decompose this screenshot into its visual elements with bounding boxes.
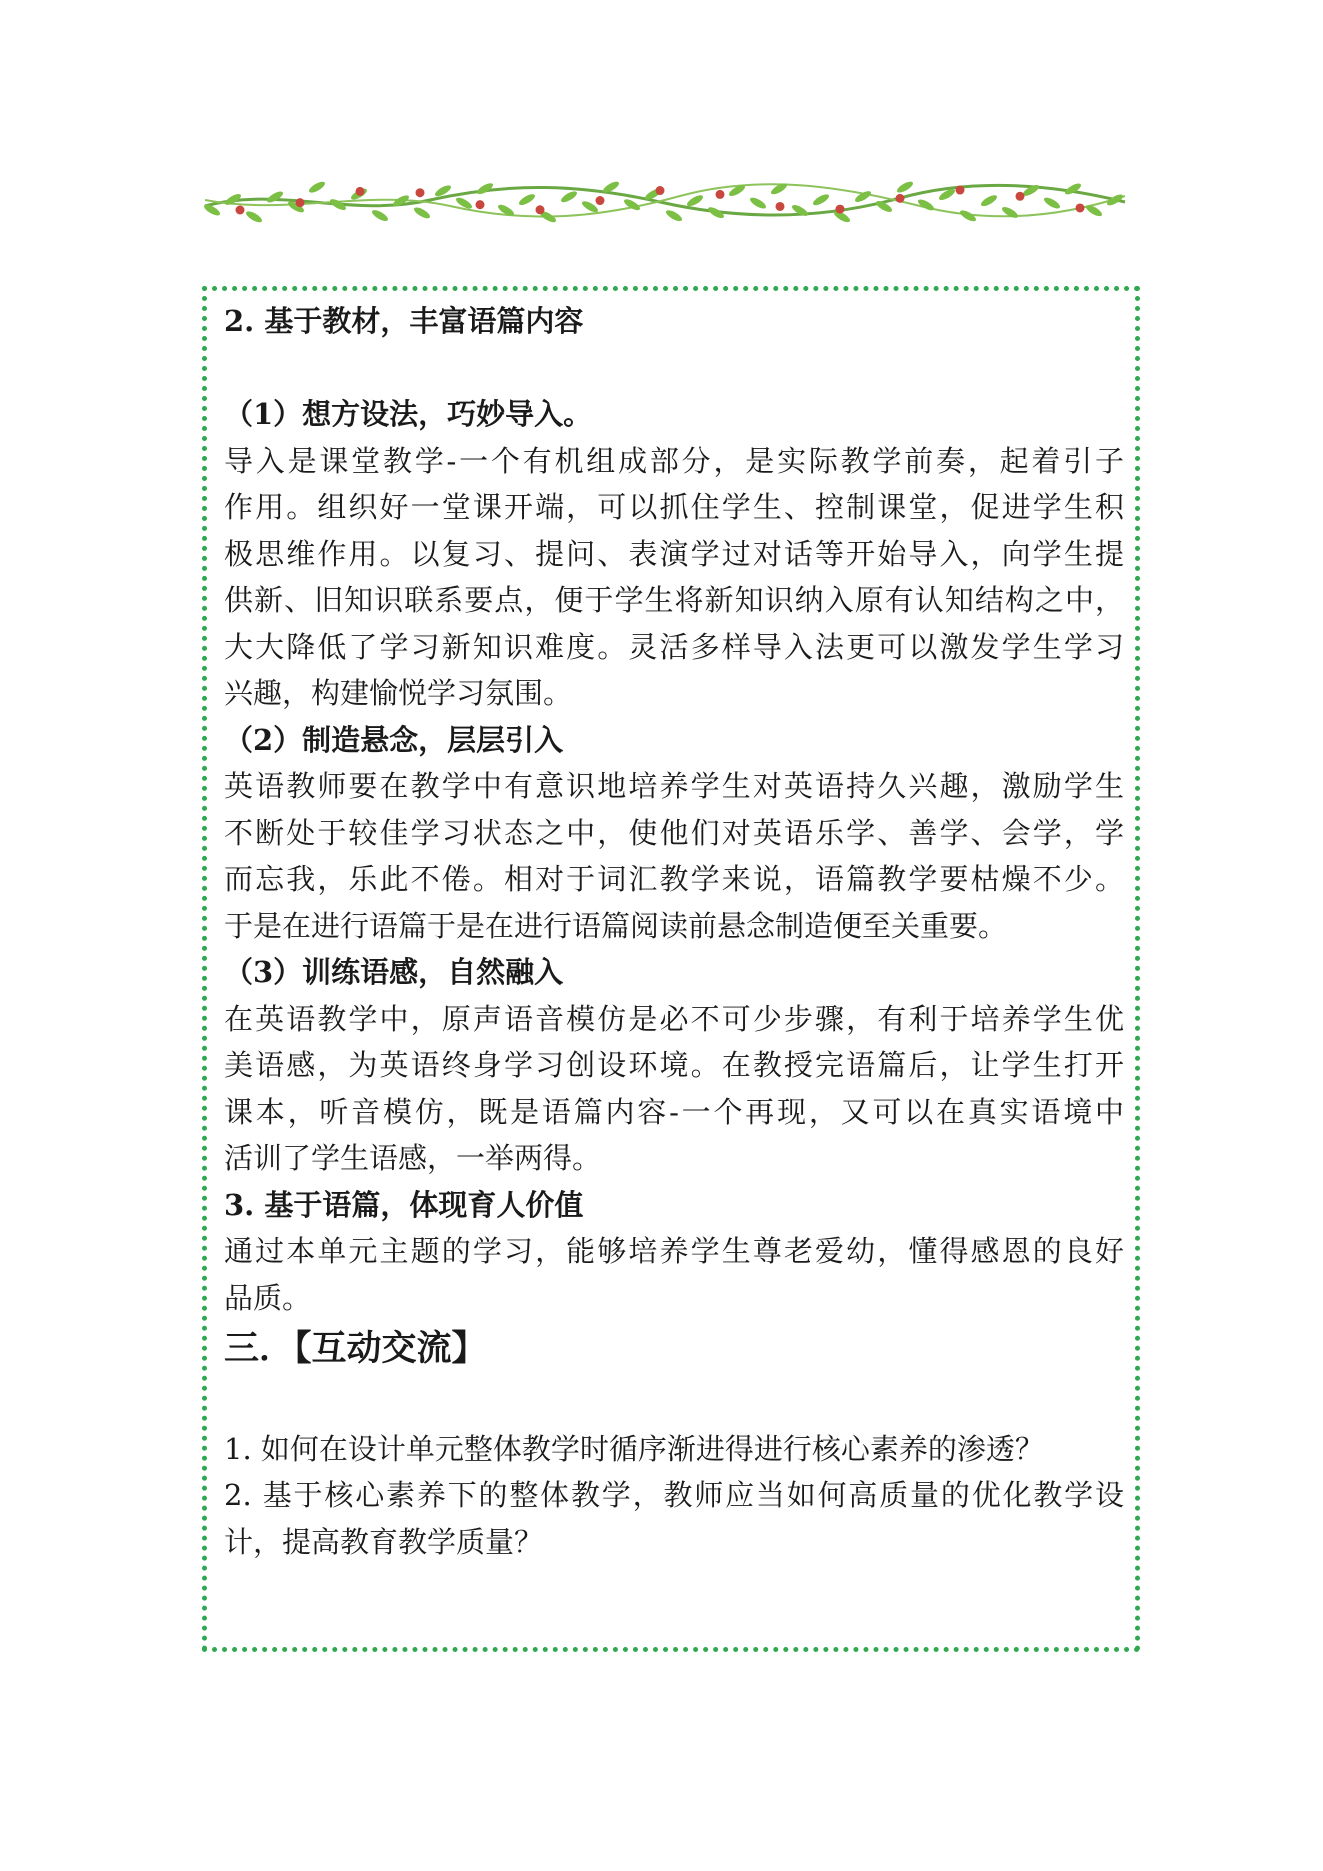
paragraph-line: 通过本单元主题的学习，能够培养学生尊老爱幼，懂得感恩的良好 — [224, 1234, 1124, 1268]
paragraph-line: 作用。组织好一堂课开端，可以抓住学生、控制课堂，促进学生积 — [224, 490, 1124, 524]
paragraph-line: 极思维作用。以复习、提问、表演学过对话等开始导入，向学生提 — [224, 536, 1124, 571]
paragraph-line: 美语感，为英语终身学习创设环境。在教授完语篇后，让学生打开 — [224, 1048, 1124, 1082]
section2-heading: 2. 基于教材，丰富语篇内容 — [224, 304, 584, 338]
paragraph-line: 活训了学生语感，一举两得。 — [224, 1141, 602, 1175]
question-item: 计，提高教育教学质量？ — [224, 1524, 544, 1559]
paragraph-line: 品质。 — [224, 1280, 312, 1315]
part3-heading: 三．【互动交流】 — [224, 1328, 487, 1369]
section3-heading: 3. 基于语篇，体现育人价值 — [224, 1187, 584, 1222]
question-item: 2. 基于核心素养下的整体教学，教师应当如何高质量的优化教学设 — [224, 1478, 1124, 1512]
question-item: 1. 如何在设计单元整体教学时循序渐进得进行核心素养的渗透？ — [224, 1431, 1044, 1466]
paragraph-line: 不断处于较佳学习状态之中，使他们对英语乐学、善学、会学，学 — [224, 815, 1124, 850]
paragraph-line: 在英语教学中，原声语音模仿是必不可少步骤，有利于培养学生优 — [224, 1001, 1124, 1036]
paragraph-line: 兴趣，构建愉悦学习氛围。 — [224, 676, 573, 710]
sub3-heading: （3）训练语感，自然融入 — [224, 955, 564, 989]
document-body — [224, 298, 1124, 1565]
paragraph-line: 而忘我，乐此不倦。相对于词汇教学来说，语篇教学要枯燥不少。 — [224, 862, 1124, 896]
vine-garland-icon — [200, 168, 1130, 230]
paragraph-line: 英语教师要在教学中有意识地培养学生对英语持久兴趣，激励学生 — [224, 769, 1124, 803]
paragraph-line: 课本，听音模仿，既是语篇内容-一个再现，又可以在真实语境中 — [224, 1094, 1124, 1129]
paragraph-line: 于是在进行语篇于是在进行语篇阅读前悬念制造便至关重要。 — [224, 908, 1008, 943]
sub2-heading: （2）制造悬念，层层引入 — [224, 722, 564, 757]
paragraph-line: 导入是课堂教学-一个有机组成部分，是实际教学前奏，起着引子 — [224, 443, 1124, 478]
sub1-heading: （1）想方设法，巧妙导入。 — [224, 397, 593, 431]
paragraph-line: 供新、旧知识联系要点，便于学生将新知识纳入原有认知结构之中， — [224, 583, 1124, 617]
paragraph-line: 大大降低了学习新知识难度。灵活多样导入法更可以激发学生学习 — [224, 629, 1124, 664]
